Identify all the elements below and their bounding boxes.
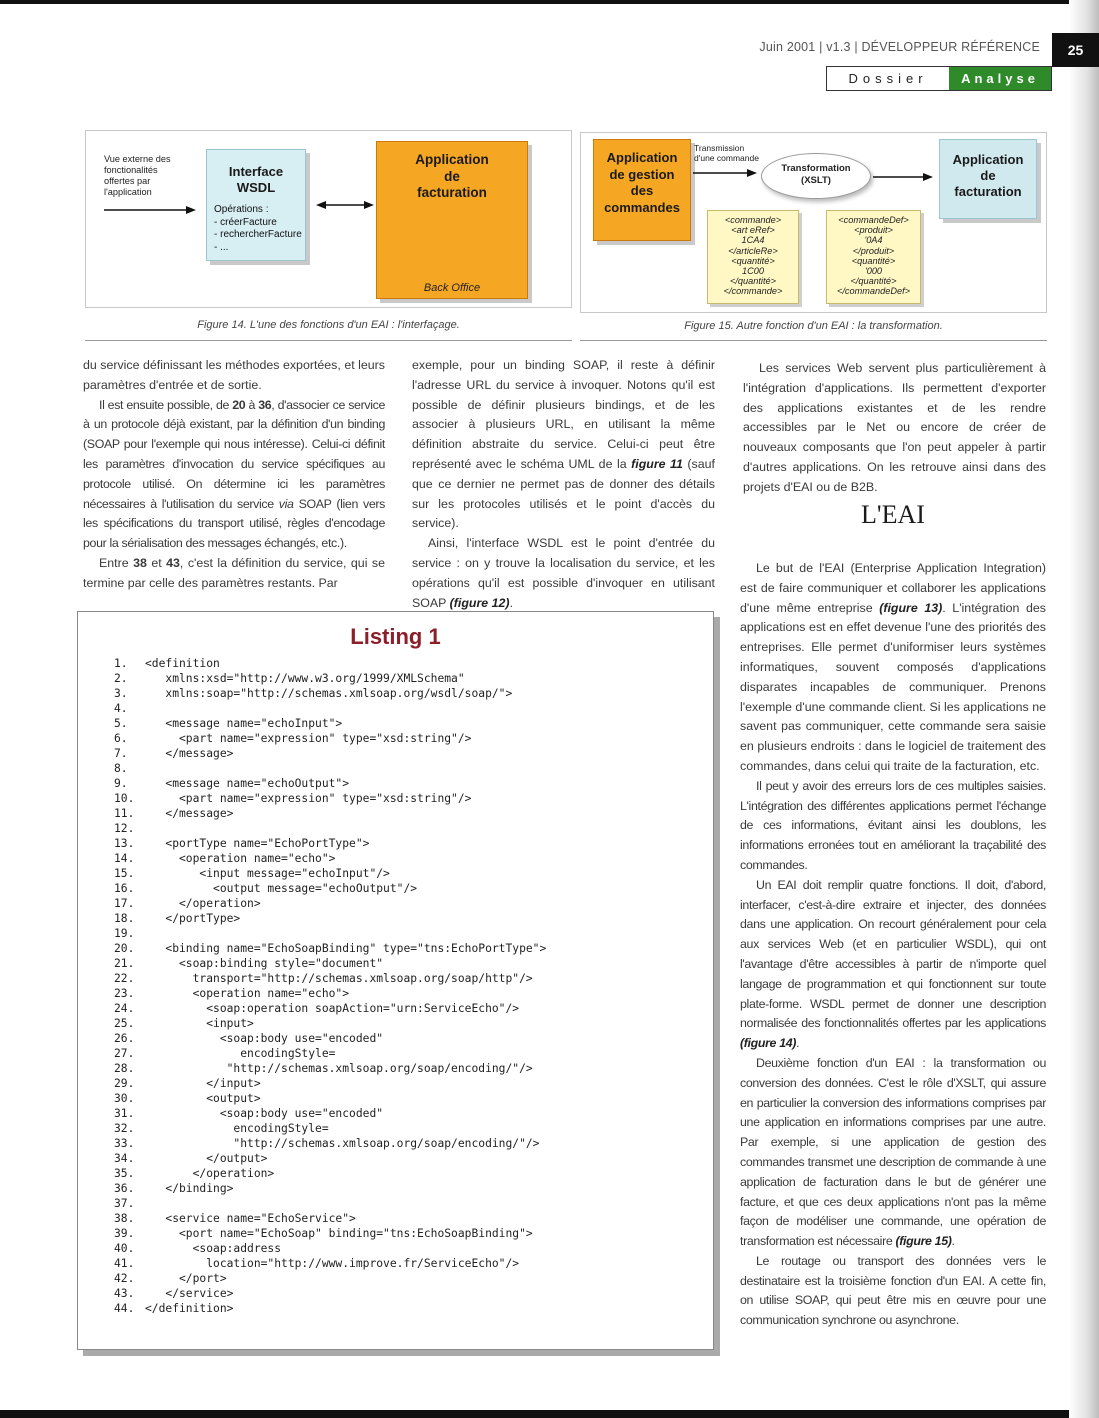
page-edge-top xyxy=(0,0,1099,4)
code-line xyxy=(114,821,546,836)
code-text: </operation> xyxy=(145,1167,275,1180)
line-number: 35. xyxy=(114,1167,135,1180)
code-line xyxy=(114,986,546,1001)
code-text: </binding> xyxy=(145,1182,234,1195)
code-line xyxy=(114,806,546,821)
line-number: 26. xyxy=(114,1032,135,1045)
xslt-transform-node: Transformation (XSLT) xyxy=(761,153,871,199)
line-number: 39. xyxy=(114,1227,135,1240)
operations-list: Opérations : - créerFacture - rechercherFacture - ... xyxy=(214,204,302,253)
line-number: 31. xyxy=(114,1107,135,1120)
line-number: 38. xyxy=(114,1212,135,1225)
line-number: 2. xyxy=(114,672,128,685)
paragraph: Deuxième fonction d'un EAI : la transformation ou conversion des données. C'est le rôle d'XSLT, qui assure en particulier la conversion des informations comprises par une application en informations comprises par une autre. Par exemple, si une application de gestion des commandes transmet une description de commande à une application de facturation dans le but de générer une facture, et que ces deux applications n'ont pas la même façon de modéliser une commande, une opération de transformation est nécessaire (figure 15). xyxy=(740,1055,1046,1249)
figure-15-arrows xyxy=(581,133,1048,314)
line-number: 13. xyxy=(114,837,135,850)
code-line xyxy=(114,761,546,776)
figure-15-caption-rule xyxy=(580,340,1047,341)
code-text: </service> xyxy=(145,1287,234,1300)
code-line xyxy=(114,1166,546,1181)
paragraph: Les services Web servent plus particulièrement à l'intégration d'applications. Ils permettent d'exporter des applications existantes et de les rendre accessibles par le Net ou encore de créer de nouveaux composants que l'on peut appeler à partir d'autres applications. On les retrouve ainsi dans des projets d'EAI ou de B2B. xyxy=(743,361,1046,494)
order-app-box: Application de gestion des commandes xyxy=(593,139,691,241)
line-number: 25. xyxy=(114,1017,135,1030)
line-number: 37. xyxy=(114,1197,135,1210)
paragraph: du service définissant les méthodes exportées, et leurs paramètres d'entrée et de sortie. xyxy=(83,358,385,392)
code-line xyxy=(114,1061,546,1076)
paragraph: exemple, pour un binding SOAP, il reste à définir l'adresse URL du service à invoquer. Notons qu'il est possible de définir plusieurs bindings, et de les associer à plusieurs URL, en utilisant la même définition abstraite du service. Celui-ci peut être représenté avec le schéma UML de la figure 11 (sauf que ce dernier ne permet pas de donner des détails sur les protocoles utilisés et le point d'accès du service). xyxy=(412,358,715,531)
code-line xyxy=(114,1076,546,1091)
code-line xyxy=(114,866,546,881)
code-text: transport="http://schemas.xmlsoap.org/soap/http"/> xyxy=(145,972,533,985)
code-line xyxy=(114,956,546,971)
line-number: 21. xyxy=(114,957,135,970)
code-text: </output> xyxy=(145,1152,268,1165)
code-line xyxy=(114,941,546,956)
paragraph: Entre 38 et 43, c'est la définition du service, qui se termine par celle des paramètres restants. Par xyxy=(83,555,385,590)
code-line xyxy=(114,1211,546,1226)
code-text: <port name="EchoSoap" binding="tns:EchoSoapBinding"> xyxy=(145,1227,533,1240)
figure-15-caption: Figure 15. Autre fonction d'un EAI : la transformation. xyxy=(684,320,943,332)
line-number: 22. xyxy=(114,972,135,985)
figure-14-arrows xyxy=(86,131,573,309)
code-text: <message name="echoOutput"> xyxy=(145,777,350,790)
code-line xyxy=(114,776,546,791)
code-line xyxy=(114,1091,546,1106)
line-number: 9. xyxy=(114,777,128,790)
code-text: xmlns:xsd="http://www.w3.org/1999/XMLSchema" xyxy=(145,672,465,685)
line-number: 10. xyxy=(114,792,135,805)
line-number: 15. xyxy=(114,867,135,880)
body-column-3 xyxy=(740,559,1046,1331)
section-label: Analyse xyxy=(949,67,1051,90)
paragraph: Le but de l'EAI (Enterprise Application Integration) est de faire communiquer et collaborer les applications d'une même entreprise (figure 13). L'intégration des applications est en effet devenue l'une des priorités des entreprises. Elle permet d'uniformiser leurs systèmes informatiques, souvent composés d'applications disparates incapables de communiquer. Prenons l'exemple d'une commande client. Si les applications ne savent pas communiquer, cette commande sera saisie en plusieurs endroits : dans le logiciel de traitement des commandes, dans celui qui traite de la facturation, etc. xyxy=(740,561,1046,773)
code-text: </port> xyxy=(145,1272,227,1285)
wsdl-interface-box: Interface WSDL Opérations : - créerFacture - rechercherFacture - ... xyxy=(206,149,306,261)
code-text: <message name="echoInput"> xyxy=(145,717,343,730)
section-banner xyxy=(826,66,1052,91)
code-text: <soap:body use="encoded" xyxy=(145,1107,384,1120)
code-line xyxy=(114,971,546,986)
line-number: 4. xyxy=(114,702,128,715)
external-view-text: Vue externe des fonctionalités offertes par l'application xyxy=(104,154,171,197)
line-number: 40. xyxy=(114,1242,135,1255)
page-gutter-shade xyxy=(1069,0,1099,1418)
figure-14 xyxy=(85,130,572,308)
back-office-label: Back Office xyxy=(423,282,481,294)
code-line xyxy=(114,836,546,851)
code-text: <operation name="echo"> xyxy=(145,987,350,1000)
code-text: <definition xyxy=(145,657,220,670)
code-line xyxy=(114,1106,546,1121)
body-column-3-intro xyxy=(743,359,1046,498)
code-text: <output message="echoOutput"/> xyxy=(145,882,418,895)
code-text: </input> xyxy=(145,1077,261,1090)
code-line xyxy=(114,1136,546,1151)
line-number: 41. xyxy=(114,1257,135,1270)
code-text: "http://schemas.xmlsoap.org/soap/encoding/"/> xyxy=(145,1137,540,1150)
line-number: 32. xyxy=(114,1122,135,1135)
paragraph: Le routage ou transport des données vers le destinataire est la troisième fonction d'un EAI. A cette fin, on utilise SOAP, qui peut être mis en œuvre pour une communication synchrone ou asynchrone. xyxy=(740,1253,1046,1328)
code-line xyxy=(114,1196,546,1211)
line-number: 8. xyxy=(114,762,128,775)
code-text: <soap:operation soapAction="urn:ServiceEcho"/> xyxy=(145,1002,520,1015)
line-number: 3. xyxy=(114,687,128,700)
code-text: "http://schemas.xmlsoap.org/soap/encoding/"/> xyxy=(145,1062,533,1075)
line-number: 1. xyxy=(114,657,128,670)
line-number: 23. xyxy=(114,987,135,1000)
code-text: <input> xyxy=(145,1017,254,1030)
line-number: 19. xyxy=(114,927,135,940)
code-line xyxy=(114,1121,546,1136)
line-number: 18. xyxy=(114,912,135,925)
code-text: </definition> xyxy=(145,1302,234,1315)
code-line xyxy=(114,1151,546,1166)
code-line xyxy=(114,911,546,926)
code-text: encodingStyle= xyxy=(145,1122,329,1135)
figure-14-caption-rule xyxy=(85,340,572,341)
line-number: 5. xyxy=(114,717,128,730)
transmission-label: Transmission d'une commande xyxy=(694,143,759,163)
line-number: 42. xyxy=(114,1272,135,1285)
code-text: </message> xyxy=(145,747,234,760)
code-line xyxy=(114,731,546,746)
code-line xyxy=(114,716,546,731)
line-number: 28. xyxy=(114,1062,135,1075)
code-line xyxy=(114,1001,546,1016)
line-number: 36. xyxy=(114,1182,135,1195)
code-line xyxy=(114,671,546,686)
code-text: <soap:body use="encoded" xyxy=(145,1032,384,1045)
line-number: 14. xyxy=(114,852,135,865)
line-number: 6. xyxy=(114,732,128,745)
line-number: 29. xyxy=(114,1077,135,1090)
paragraph: Il peut y avoir des erreurs lors de ces multiples saisies. L'intégration des différentes applications permet l'échange de ces informations, évitant ainsi les doublons, les informations erronées tout en améliorant la traçabilité des commandes. xyxy=(740,778,1046,872)
code-text: <part name="expression" type="xsd:string"/> xyxy=(145,792,472,805)
code-text: </portType> xyxy=(145,912,241,925)
code-line xyxy=(114,896,546,911)
line-number: 16. xyxy=(114,882,135,895)
body-column-2 xyxy=(412,356,715,613)
line-number: 20. xyxy=(114,942,135,955)
dossier-label: Dossier xyxy=(827,67,949,90)
page-number: 25 xyxy=(1052,33,1099,67)
code-text: <soap:binding style="document" xyxy=(145,957,384,970)
code-line xyxy=(114,1271,546,1286)
code-line xyxy=(114,1256,546,1271)
code-line xyxy=(114,851,546,866)
code-text: <service name="EchoService"> xyxy=(145,1212,356,1225)
line-number: 17. xyxy=(114,897,135,910)
line-number: 7. xyxy=(114,747,128,760)
line-number: 44. xyxy=(114,1302,135,1315)
section-title-eai: L'EAI xyxy=(861,500,925,529)
page-edge-bottom xyxy=(0,1410,1099,1418)
code-text: xmlns:soap="http://schemas.xmlsoap.org/wsdl/soap/"> xyxy=(145,687,513,700)
code-text: <operation name="echo"> xyxy=(145,852,336,865)
code-text: </message> xyxy=(145,807,234,820)
figure-15 xyxy=(580,132,1047,313)
billing-app-box: Application de facturation Back Office xyxy=(376,141,528,299)
listing-code xyxy=(114,656,546,1316)
line-number: 12. xyxy=(114,822,135,835)
line-number: 27. xyxy=(114,1047,135,1060)
paragraph: Ainsi, l'interface WSDL est le point d'entrée du service : on y trouve la localisation du service, et les opérations qu'il est possible d'invoquer en utilisant SOAP (figure 12). xyxy=(412,536,715,610)
code-line xyxy=(114,1301,546,1316)
body-column-1 xyxy=(83,356,385,594)
code-text: encodingStyle= xyxy=(145,1047,336,1060)
figure-14-caption: Figure 14. L'une des fonctions d'un EAI : l'interfaçage. xyxy=(197,319,460,331)
code-text: <portType name="EchoPortType"> xyxy=(145,837,370,850)
code-line xyxy=(114,1031,546,1046)
listing-title: Listing 1 xyxy=(350,624,441,649)
xml-target-sample: <commandeDef> <produit> '0A4 </produit> <quantité> '000 </quantité> </commandeDef> xyxy=(826,210,921,304)
code-line xyxy=(114,701,546,716)
xml-source-sample: <commande> <art eRef> 1CA4 </articleRe> <quantité> 1C00 </quantité> </commande> xyxy=(707,210,799,304)
code-text: <part name="expression" type="xsd:string"/> xyxy=(145,732,472,745)
code-line xyxy=(114,746,546,761)
code-text: <output> xyxy=(145,1092,261,1105)
line-number: 11. xyxy=(114,807,135,820)
code-line xyxy=(114,1016,546,1031)
code-text: <input message="echoInput"/> xyxy=(145,867,390,880)
line-number: 43. xyxy=(114,1287,135,1300)
paragraph: Un EAI doit remplir quatre fonctions. Il doit, d'abord, interfacer, c'est-à-dire extraire et injecter, des données dans une application. On recourt généralement pour cela aux services Web (et en particulier WSDL), qui ont l'avantage d'être accessibles à partir de n'importe quel langage de programmation et qui fonctionnent sur toute plate-forme. WSDL permet de donner une description normalisée des fonctionnalités offertes par les applications (figure 14). xyxy=(740,877,1046,1051)
code-line xyxy=(114,881,546,896)
code-line xyxy=(114,1181,546,1196)
code-line xyxy=(114,791,546,806)
line-number: 33. xyxy=(114,1137,135,1150)
code-line xyxy=(114,686,546,701)
billing-app-box-2: Application de facturation xyxy=(939,139,1037,219)
code-line xyxy=(114,926,546,941)
paragraph: Il est ensuite possible, de 20 à 36, d'associer ce service à un protocole déjà existant, par la définition d'un binding (SOAP pour l'exemple qui nous intéresse). Celui-ci définit les paramètres d'invocation du service spécifiques au protocole utilisé. On détermine ici les paramètres nécessaires à l'utilisation du service via SOAP (lien vers les spécifications du transport utilisé, règles d'encodage pour la sérialisation des messages échangés, etc.). xyxy=(83,397,385,551)
line-number: 30. xyxy=(114,1092,135,1105)
running-head: Juin 2001 | v1.3 | DÉVELOPPEUR RÉFÉRENCE xyxy=(759,40,1040,54)
code-line xyxy=(114,1286,546,1301)
code-text: </operation> xyxy=(145,897,261,910)
code-line xyxy=(114,656,546,671)
line-number: 24. xyxy=(114,1002,135,1015)
code-text: <binding name="EchoSoapBinding" type="tns:EchoPortType"> xyxy=(145,942,547,955)
code-text: location="http://www.improve.fr/ServiceEcho"/> xyxy=(145,1257,520,1270)
code-line xyxy=(114,1046,546,1061)
code-line xyxy=(114,1241,546,1256)
line-number: 34. xyxy=(114,1152,135,1165)
code-line xyxy=(114,1226,546,1241)
code-text: <soap:address xyxy=(145,1242,282,1255)
